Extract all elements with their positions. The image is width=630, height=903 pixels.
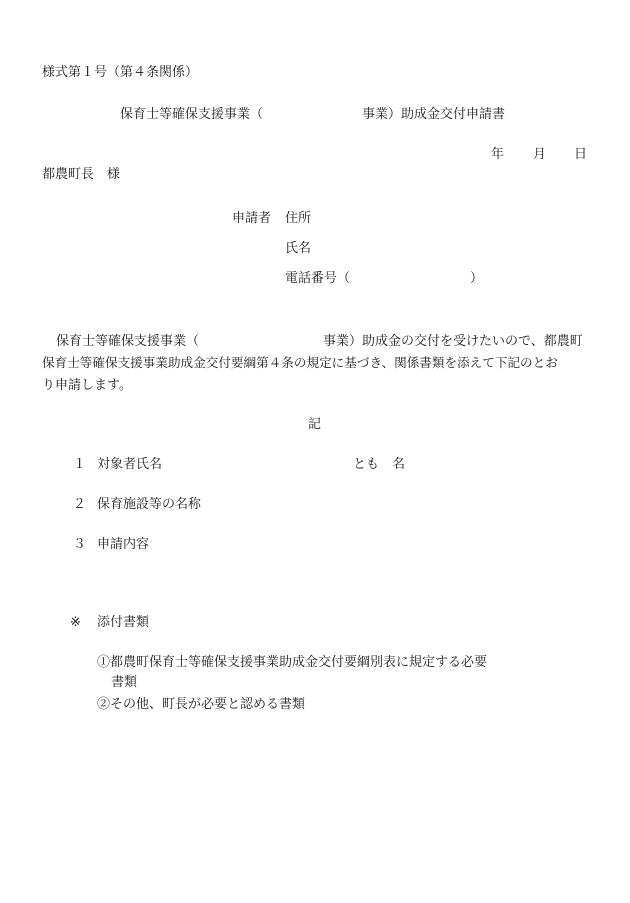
attachment-heading: 添付書類	[97, 615, 150, 630]
attachment-item1-line2: 書類	[111, 675, 138, 690]
applicant-label: 申請者	[232, 211, 272, 226]
date-day: 日	[574, 147, 588, 162]
addressee: 都農町長 様	[42, 167, 121, 182]
date-year: 年	[491, 147, 505, 162]
body-line2: 保育士等確保支援事業助成金交付要綱第４条の規定に基づき、関係書類を添えて下記のとお	[42, 355, 558, 370]
form-number: 様式第１号（第４条関係）	[42, 65, 199, 80]
name-label: 氏名	[285, 241, 312, 256]
item-1-label: 対象者氏名	[97, 457, 163, 472]
body-line3: り申請します。	[42, 378, 132, 393]
body-line1-suffix: 事業）助成金の交付を受けたいので、都農町	[323, 334, 583, 349]
item-1-number: １	[73, 457, 87, 472]
document-title-suffix: 事業）助成金交付申請書	[362, 107, 506, 122]
body-line1-prefix: 保育士等確保支援事業（	[56, 334, 200, 349]
item-3-number: ３	[73, 537, 87, 552]
attachment-item2: ②その他、町長が必要と認める書類	[97, 697, 306, 712]
attachment-mark: ※	[70, 615, 81, 630]
item-2-label: 保育施設等の名称	[97, 497, 202, 512]
address-label: 住所	[285, 211, 312, 226]
tomo-mei: とも 名	[353, 457, 406, 472]
phone-label: 電話番号（	[285, 271, 351, 286]
document-title-prefix: 保育士等確保支援事業（	[120, 107, 264, 122]
item-3-label: 申請内容	[97, 537, 150, 552]
date-month: 月	[533, 147, 547, 162]
ki-heading: 記	[308, 417, 322, 432]
attachment-item1-line1: ①都農町保育士等確保支援事業助成金交付要綱別表に規定する必要	[97, 655, 488, 670]
item-2-number: ２	[73, 497, 87, 512]
phone-close-paren: ）	[470, 271, 484, 286]
